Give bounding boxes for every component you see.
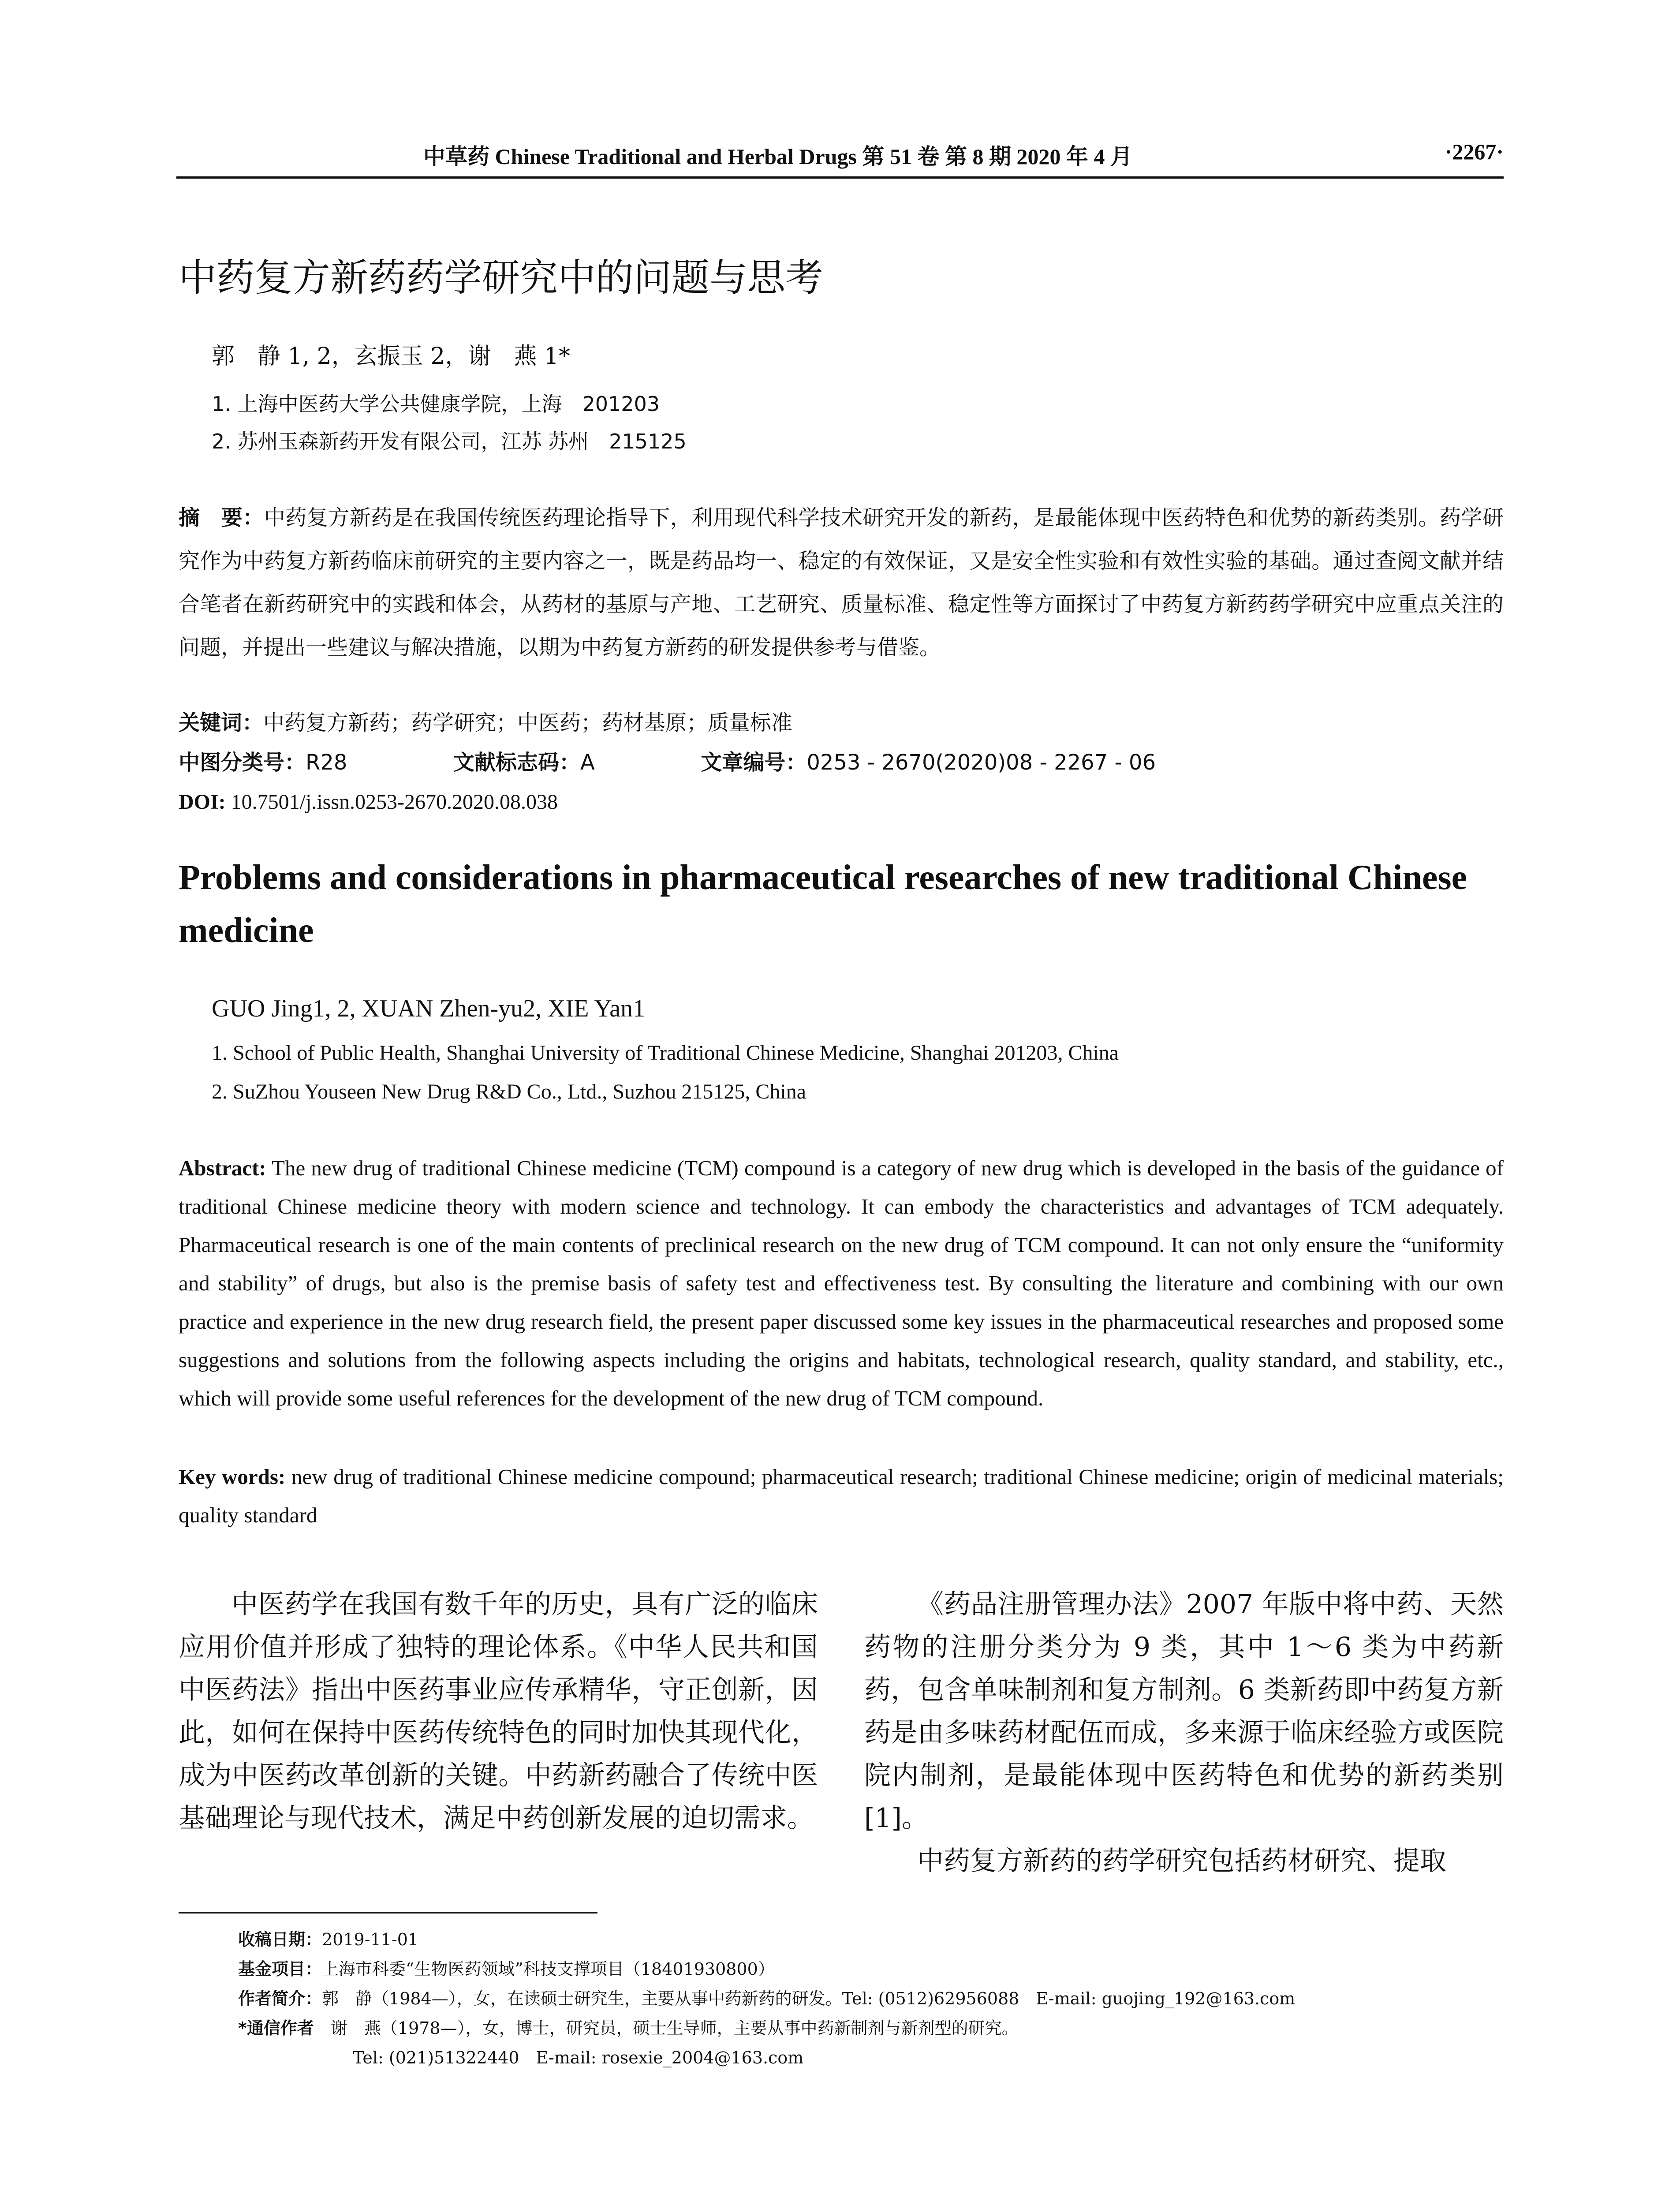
doi-label: DOI: bbox=[179, 790, 226, 814]
body-paragraph: 《药品注册管理办法》2007 年版中将中药、天然药物的注册分类分为 9 类，其中 1～6 类为中药新药，包含单味制剂和复方制剂。6 类新药即中药复方新药是由多味药材配伍而成，多来源于临床经验方或医院院内制剂，是最能体现中医药特色和优势的新药类别[1]。 bbox=[864, 1589, 1504, 1834]
en-title: Problems and considerations in pharmaceutical researches of new traditional Chinese medicine bbox=[179, 858, 1467, 950]
article-no-label: 文章编号： bbox=[701, 750, 807, 775]
cn-classification bbox=[179, 741, 1504, 784]
footnote-fund: 基金项目：上海市科委“生物医药领域”科技支撑项目（18401930800） bbox=[238, 1959, 775, 1979]
cn-keywords-label: 关键词： bbox=[179, 710, 264, 735]
cn-affiliation-1: 1. 上海中医药大学公共健康学院，上海 201203 bbox=[212, 392, 660, 416]
footnote-corresponding-contact: Tel: (021)51322440 E-mail: rosexie_2004@163.com bbox=[353, 2048, 804, 2067]
cn-abstract-label: 摘 要： bbox=[179, 505, 264, 530]
cn-abstract-text: 中药复方新药是在我国传统医药理论指导下，利用现代科学技术研究开发的新药，是最能体现中医药特色和优势的新药类别。药学研究作为中药复方新药临床前研究的主要内容之一，既是药品均一、稳定的有效保证，又是安全性实验和有效性实验的基础。通过查阅文献并结合笔者在新药研究中的实践和体会，从药材的基原与产地、工艺研究、质量标准、稳定性等方面探讨了中药复方新药药学研究中应重点关注的问题，并提出一些建议与解决措施，以期为中药复方新药的研发提供参考与借鉴。 bbox=[179, 505, 1504, 660]
body-paragraph: 中医药学在我国有数千年的历史，具有广泛的临床应用价值并形成了独特的理论体系。《中华人民共和国中医药法》指出中医药事业应传承精华，守正创新，因此，如何在保持中医药传统特色的同时加快其现代化，成为中医药改革创新的关键。中药新药融合了传统中医基础理论与现代技术，满足中药创新发展的迫切需求。 bbox=[179, 1589, 818, 1834]
header-rule bbox=[176, 176, 1504, 179]
en-abstract bbox=[179, 1149, 1504, 1417]
en-keywords-text: new drug of traditional Chinese medicine compound; pharmaceutical research; traditional Chinese medicine; origin of medicinal materials; quality standard bbox=[179, 1465, 1504, 1527]
footnote-rule bbox=[179, 1912, 597, 1913]
article-no-value: 0253 - 2670(2020)08 - 2267 - 06 bbox=[806, 750, 1156, 775]
cn-authors: 郭 静 1, 2，玄振玉 2，谢 燕 1* bbox=[212, 343, 570, 370]
body-paragraph: 中药复方新药的药学研究包括药材研究、提取 bbox=[917, 1846, 1446, 1876]
doi-value: 10.7501/j.issn.0253-2670.2020.08.038 bbox=[231, 790, 558, 814]
clc-label: 中图分类号： bbox=[179, 750, 306, 775]
doi-line bbox=[179, 781, 1504, 824]
en-affiliation-1: 1. School of Public Health, Shanghai University of Traditional Chinese Medicine, Shanghai 201203, China bbox=[212, 1041, 1119, 1065]
running-header bbox=[176, 139, 1504, 179]
cn-title: 中药复方新药药学研究中的问题与思考 bbox=[179, 256, 823, 300]
body-right-column bbox=[864, 1583, 1504, 1883]
cn-abstract bbox=[179, 496, 1504, 669]
cn-keywords-text: 中药复方新药；药学研究；中医药；药材基原；质量标准 bbox=[263, 710, 793, 735]
footnote-author: 作者简介：郭 静（1984—），女，在读硕士研究生，主要从事中药新药的研发。Tel: (0512)62956088 E-mail: guojing_192@163.com bbox=[238, 1989, 1295, 2008]
journal-info: 中草药 Chinese Traditional and Herbal Drugs 第 51 卷 第 8 期 2020 年 4 月 bbox=[423, 144, 1132, 169]
en-authors: GUO Jing1, 2, XUAN Zhen-yu2, XIE Yan1 bbox=[212, 995, 646, 1022]
clc-value: R28 bbox=[306, 750, 347, 775]
en-abstract-label: Abstract: bbox=[179, 1156, 266, 1180]
footnote-received: 收稿日期：2019-11-01 bbox=[238, 1930, 419, 1949]
doc-code-label: 文献标志码： bbox=[453, 750, 580, 775]
cn-keywords bbox=[179, 701, 1504, 744]
page-number: ·2267· bbox=[1445, 139, 1504, 164]
body-left-column bbox=[179, 1583, 818, 1840]
en-keywords bbox=[179, 1458, 1504, 1534]
en-abstract-text: The new drug of traditional Chinese medicine (TCM) compound is a category of new drug which is developed in the basis of the guidance of traditional Chinese medicine theory with modern science and technology. It can embody the characteristics and advantages of TCM adequately. Pharmaceutical research is one of the main contents of preclinical research on the new drug of TCM compound. It can not only ensure the “uniformity and stability” of drugs, but also is the premise basis of safety test and effectiveness test. By consulting the literature and combining with our own practice and experience in the new drug research field, the present paper discussed some key issues in the pharmaceutical researches and proposed some suggestions and solutions from the following aspects including the origins and habitats, technological research, quality standard, and stability, etc., which will provide some useful references for the development of the new drug of TCM compound. bbox=[179, 1156, 1504, 1410]
en-affiliation-2: 2. SuZhou Youseen New Drug R&D Co., Ltd., Suzhou 215125, China bbox=[212, 1080, 806, 1103]
doc-code-value: A bbox=[580, 750, 595, 775]
cn-affiliation-2: 2. 苏州玉森新药开发有限公司，江苏 苏州 215125 bbox=[212, 430, 687, 453]
footnotes bbox=[238, 1925, 1504, 2073]
en-keywords-label: Key words: bbox=[179, 1465, 286, 1489]
footnote-corresponding: *通信作者 谢 燕（1978—），女，博士，研究员，硕士生导师，主要从事中药新制剂与新剂型的研究。 bbox=[238, 2018, 1019, 2038]
